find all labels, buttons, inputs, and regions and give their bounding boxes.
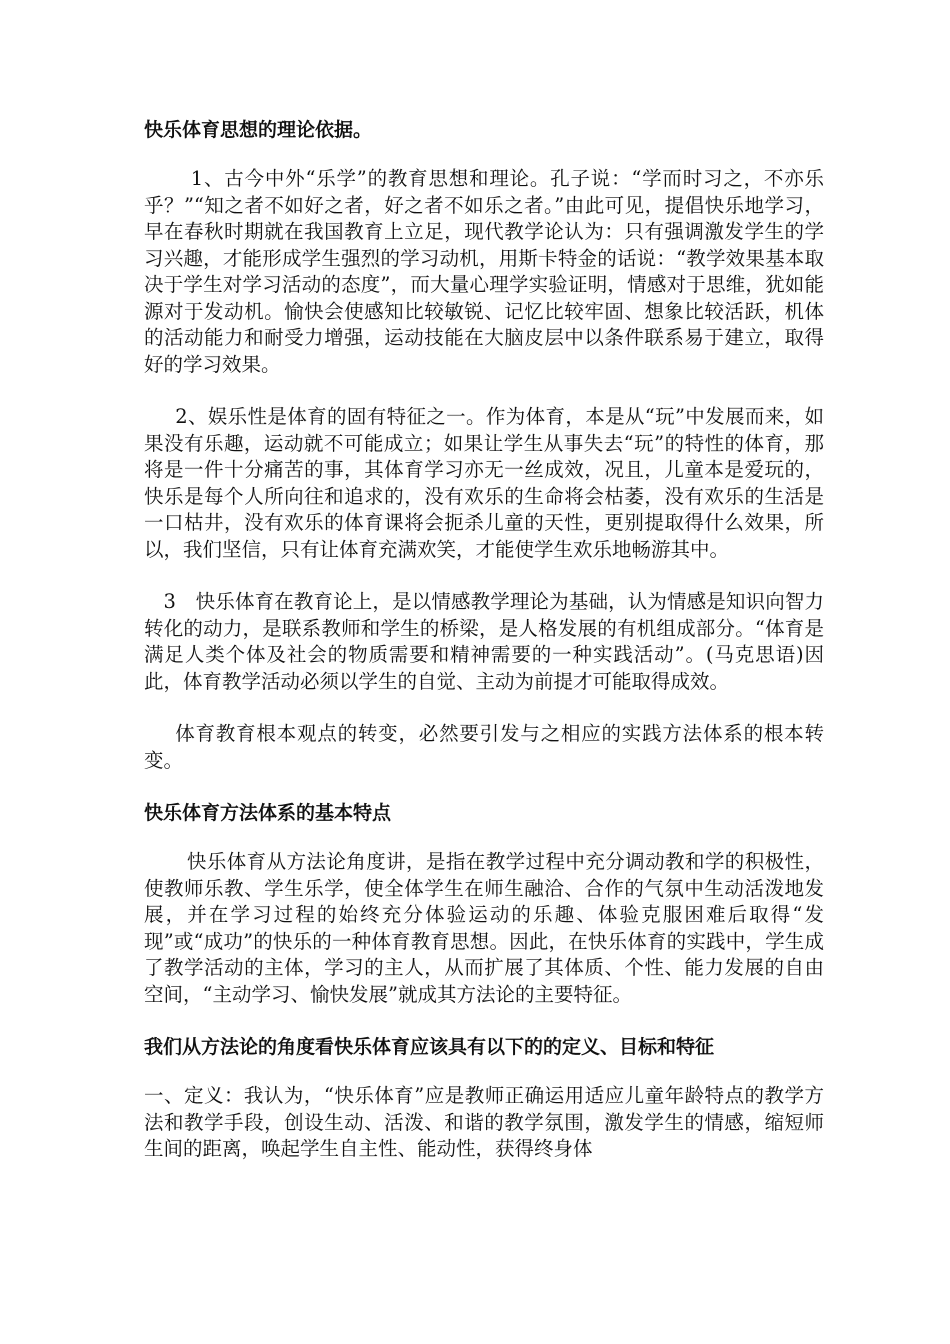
spacer	[144, 1060, 824, 1083]
section-heading-method-features: 快乐体育方法体系的基本特点	[144, 802, 392, 824]
spacer	[144, 143, 824, 166]
spacer	[144, 774, 824, 800]
paragraph-entertainment-nature: 2、娱乐性是体育的固有特征之一。作为体育，本是从“玩”中发展而来，如果没有乐趣，运动就不可能成立；如果让学生从事失去“玩”的特性的体育，那将是一件十分痛苦的事，其体育学习亦无一丝成效，况且，儿童本是爱玩的，快乐是每个人所向往和追求的，没有欢乐的生命将会枯萎，没有欢乐的生活是一口枯井，没有欢乐的体育课将会扼杀儿童的天性，更别提取得什么效果，所以，我们坚信，只有让体育充满欢笑，才能使学生欢乐地畅游其中。	[144, 405, 824, 561]
spacer	[144, 826, 824, 849]
spacer	[144, 1008, 824, 1034]
spacer	[144, 695, 824, 721]
paragraph-joyful-learning: 1、古今中外“乐学”的教育思想和理论。孔子说：“学而时习之，不亦乐乎？”“知之者不如好之者，好之者不如乐之者。”由此可见，提倡快乐地学习，早在春秋时期就在我国教育上立足，现代教学论认为：只有强调激发学生的学习兴趣，才能形成学生强烈的学习动机，用斯卡特金的话说：“教学效果基本取决于学生对学习活动的态度”，而大量心理学实验证明，情感对于思维，犹如能源对于发动机。愉快会使感知比较敏锐、记忆比较牢固、想象比较活跃，机体的活动能力和耐受力增强，运动技能在大脑皮层中以条件联系易于建立，取得好的学习效果。	[144, 167, 824, 376]
section-heading-theory-basis: 快乐体育思想的理论依据。	[144, 119, 373, 141]
spacer	[144, 378, 824, 404]
section-heading-definition-goals: 我们从方法论的角度看快乐体育应该具有以下的的定义、目标和特征	[144, 1036, 715, 1058]
paragraph-viewpoint-change: 体育教育根本观点的转变，必然要引发与之相应的实践方法体系的根本转变。	[144, 722, 824, 772]
document-page	[144, 117, 824, 1163]
paragraph-methodology: 快乐体育从方法论角度讲，是指在教学过程中充分调动教和学的积极性，使教师乐教、学生乐学，使全体学生在师生融洽、合作的气氛中生动活泼地发展，并在学习过程的始终充分体验运动的乐趣、体验克服困难后取得“发现”或“成功”的快乐的一种体育教育思想。因此，在快乐体育的实践中，学生成了教学活动的主体，学习的主人，从而扩展了其体质、个性、能力发展的自由空间，“主动学习、愉快发展”就成其方法论的主要特征。	[144, 850, 824, 1006]
paragraph-emotional-teaching: 3 快乐体育在教育论上，是以情感教学理论为基础，认为情感是知识向智力转化的动力，是联系教师和学生的桥梁，是人格发展的有机组成部分。“体育是满足人类个体及社会的物质需要和精神需要的一种实践活动”。(马克思语)因此，体育教学活动必须以学生的自觉、主动为前提才可能取得成效。	[144, 590, 824, 693]
paragraph-definition: 一、定义：我认为，“快乐体育”应是教师正确运用适应儿童年龄特点的教学方法和教学手段，创设生动、活泼、和谐的教学氛围，激发学生的情感，缩短师生间的距离，唤起学生自主性、能动性，获得终身体	[144, 1084, 824, 1160]
spacer	[144, 563, 824, 589]
